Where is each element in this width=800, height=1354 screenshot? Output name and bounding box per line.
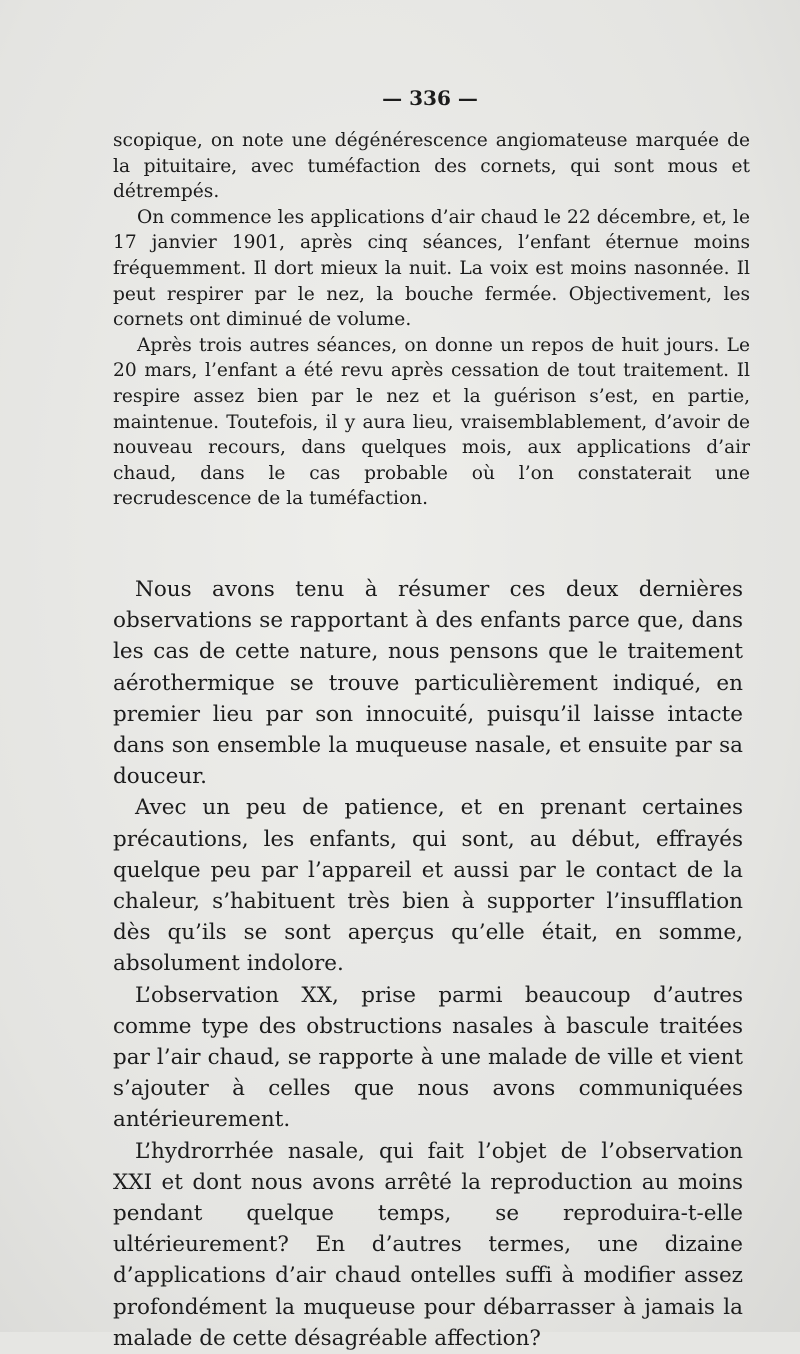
paragraph: Avec un peu de patience, et en prenant certaines précautions, les enfants, qui sont, au début, effrayés quelque peu par l’appareil et aussi par le contact de la chaleur, s’habituent très bien à supporter l’insufflation dès qu’ils se sont aperçus qu’elle était, en somme, absolument indolore. <box>113 795 743 977</box>
paragraph: L’observation XX, prise parmi beaucoup d’autres comme type des obstructions nasales à bascule traitées par l’air chaud, se rapporte à une malade de ville et vient s’ajouter à celles que nous avons communiquées antérieurement. <box>113 982 743 1133</box>
paragraph: scopique, on note une dégénérescence angiomateuse marquée de la pituitaire, avec tuméfaction des cornets, qui sont mous et détrempés. <box>113 130 750 203</box>
case-report-text <box>113 128 750 512</box>
paragraph: Après trois autres séances, on donne un repos de huit jours. Le 20 mars, l’enfant a été revu après cessation de tout traitement. Il respire assez bien par le nez et la guérison s’est, en partie, maintenue. Toutefois, il y aura lieu, vraisemblablement, d’avoir de nouveau recours, dans quelques mois, aux applications d’air chaud, dans le cas probable où l’on constaterait une recrudescence de la tuméfaction. <box>113 334 750 510</box>
paragraph: Nous avons tenu à résumer ces deux dernières observations se rapportant à des enfants parce que, dans les cas de cette nature, nous pensons que le traitement aérothermique se trouve particulièrement indiqué, en premier lieu par son innocuité, puisqu’il laisse intacte dans son ensemble la muqueuse nasale, et ensuite par sa douceur. <box>113 577 743 790</box>
paragraph: On commence les applications d’air chaud le 22 décembre, et, le 17 janvier 1901, après cinq séances, l’enfant éternue moins fréquemment. Il dort mieux la nuit. La voix est moins nasonnée. Il peut respirer par le nez, la bouche fermée. Objectivement, les cornets ont diminué de volume. <box>113 206 750 331</box>
page-number: — 336 — <box>382 86 478 110</box>
paragraph: L’hydrorrhée nasale, qui fait l’objet de l’observation XXI et dont nous avons arrêté la reproduction au moins pendant quelque temps, se reproduira-t-elle ultérieurement? En d’autres termes, une dizaine d’applications d’air chaud ontelles suffi à modifier assez profondément la muqueuse pour débarrasser à jamais la malade de cette désagréable affection? <box>113 1138 743 1351</box>
discussion-text <box>113 574 743 1354</box>
